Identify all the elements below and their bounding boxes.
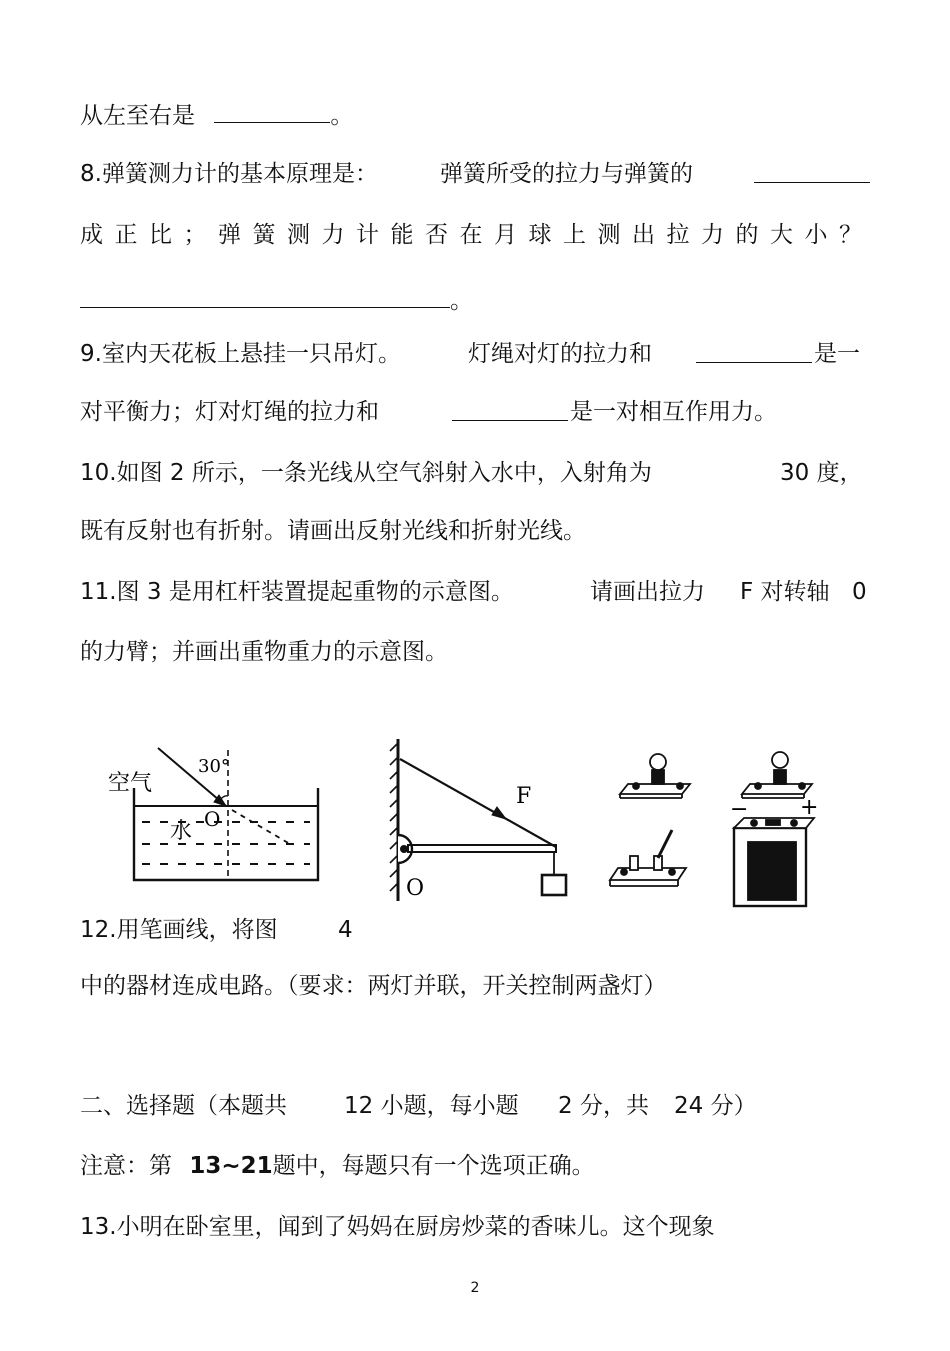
- q11-line1: [80, 576, 870, 608]
- q7-end: 。: [330, 103, 354, 129]
- q8-line2-text: [80, 219, 862, 251]
- fig3-lever-bar: [408, 845, 556, 852]
- q7-tail-text: 从左至右是: [80, 103, 195, 129]
- q8-line2-char: 测: [287, 222, 310, 248]
- section2-note-range: 13~21: [189, 1153, 273, 1179]
- fig4-bulb-1: [620, 754, 690, 798]
- fig2-container: [134, 788, 318, 880]
- q7-answer-blank[interactable]: [214, 98, 330, 123]
- fig3-pivot-point: [401, 846, 408, 853]
- q8-line2-char: 出: [632, 222, 655, 248]
- q9-answer-blank-2[interactable]: [452, 396, 568, 421]
- fig2-water-label: 水: [170, 819, 193, 844]
- section2-title-part2: 12 小题，每小题: [344, 1093, 519, 1119]
- q8-line2-char: 球: [528, 222, 552, 248]
- section2-title-part1: 二、选择题（本题共: [80, 1093, 287, 1119]
- q8-line2: [80, 219, 862, 251]
- q8-line2-char: 测: [597, 222, 621, 248]
- q8-line2-char: 簧: [252, 222, 276, 248]
- q11-part2: 请画出拉力: [590, 579, 705, 605]
- q9-line2: [80, 396, 870, 428]
- q9-line1: [80, 338, 870, 370]
- q9-part2: 灯绳对灯的拉力和: [468, 341, 652, 367]
- section2-title-part4: 24 分）: [674, 1093, 757, 1119]
- fig2-air-label: 空气: [108, 771, 153, 796]
- q12-part1: 12.用笔画线，将图: [80, 917, 278, 943]
- q8-line2-char: 能: [390, 222, 414, 248]
- q8-line2-char: 成: [80, 222, 103, 248]
- q8-line2-char: 上: [563, 222, 586, 248]
- q8-line2-char: 在: [459, 222, 483, 248]
- q8-line2-char: 月: [494, 222, 517, 248]
- q12-line2: 中的器材连成电路。（要求：两灯并联，开关控制两盏灯）: [80, 973, 667, 999]
- q7-tail-line: [80, 98, 870, 132]
- fig4-bulb-2: [742, 752, 812, 798]
- page-number: 2: [470, 1280, 480, 1296]
- q8-line2-char: 小: [804, 222, 828, 248]
- q9-answer-blank-1[interactable]: [696, 338, 812, 363]
- q8-line2-char: 力: [321, 222, 345, 248]
- q8-part1: 8.弹簧测力计的基本原理是：: [80, 161, 378, 187]
- fig3-pivot-label: O: [406, 876, 425, 901]
- q10-part1: 10.如图 2 所示，一条光线从空气斜射入水中，入射角为: [80, 460, 652, 486]
- q10-line1: [80, 457, 870, 489]
- q11-part1: 11.图 3 是用杠杆装置提起重物的示意图。: [80, 579, 514, 605]
- section2-title: [80, 1090, 870, 1122]
- fig2-point-label: O: [204, 807, 221, 831]
- q8-line2-char: 的: [735, 222, 759, 248]
- q8-line2-char: ；: [183, 222, 207, 248]
- fig4-battery: [734, 818, 814, 906]
- figure-2-refraction: [100, 740, 340, 890]
- fig4-plus-label: +: [800, 795, 819, 820]
- fig3-weight-block: [542, 875, 566, 895]
- fig2-water-hatching: [142, 822, 310, 864]
- section2-note: [80, 1150, 870, 1182]
- q9-part1: 9.室内天花板上悬挂一只吊灯。: [80, 341, 401, 367]
- q8-line2-char: 计: [356, 222, 379, 248]
- q8-end: 。: [450, 288, 473, 314]
- q8-line3: [80, 283, 870, 317]
- q8-answer-blank-1[interactable]: [754, 158, 870, 183]
- q11-part4: 0: [852, 579, 867, 605]
- q8-line2-char: 弹: [218, 222, 241, 248]
- q8-line2-char: 否: [425, 222, 448, 248]
- section2-title-part3: 2 分，共: [558, 1093, 649, 1119]
- q8-part2: 弹簧所受的拉力与弹簧的: [440, 161, 693, 187]
- figure-3-lever: [370, 735, 580, 905]
- q8-answer-blank-2[interactable]: [80, 283, 450, 308]
- section2-note-part2: 题中，每题只有一个选项正确。: [272, 1153, 595, 1179]
- q8-line1: [80, 158, 870, 190]
- q11-line2: 的力臂；并画出重物重力的示意图。: [80, 639, 448, 665]
- fig2-angle-arc: [220, 796, 228, 800]
- q8-line2-char: 比: [149, 222, 172, 248]
- figure-4-circuit-parts: [600, 738, 830, 913]
- fig2-dashed-ray: [232, 810, 290, 844]
- fig3-rope: [400, 759, 556, 847]
- q9-line2a: 对平衡力；灯对灯绳的拉力和: [80, 399, 379, 425]
- fig4-switch: [610, 830, 686, 886]
- q9-part3: 是一: [814, 341, 860, 367]
- q11-part3: F 对转轴: [740, 579, 830, 605]
- q12-line1: [80, 914, 870, 946]
- section2-note-part1: 注意：第: [80, 1153, 172, 1179]
- fig3-force-label: F: [516, 784, 532, 809]
- q12-part2: 4: [338, 917, 353, 943]
- q8-line2-char: 正: [114, 222, 138, 248]
- fig3-force-arrow-icon: [492, 807, 506, 819]
- q13-line1: 13.小明在卧室里，闻到了妈妈在厨房炒菜的香味儿。这个现象: [80, 1214, 715, 1240]
- q8-line2-char: 力: [701, 222, 724, 248]
- fig2-angle-label: 30°: [198, 756, 230, 777]
- q8-line2-char: 大: [770, 222, 793, 248]
- q10-line2: 既有反射也有折射。请画出反射光线和折射光线。: [80, 518, 586, 544]
- fig4-minus-label: −: [730, 797, 749, 822]
- q10-part2: 30 度，: [780, 460, 863, 486]
- q9-line2b: 是一对相互作用力。: [570, 399, 777, 425]
- q8-line2-char: 拉: [666, 222, 690, 248]
- q8-line2-char: ？: [839, 222, 862, 248]
